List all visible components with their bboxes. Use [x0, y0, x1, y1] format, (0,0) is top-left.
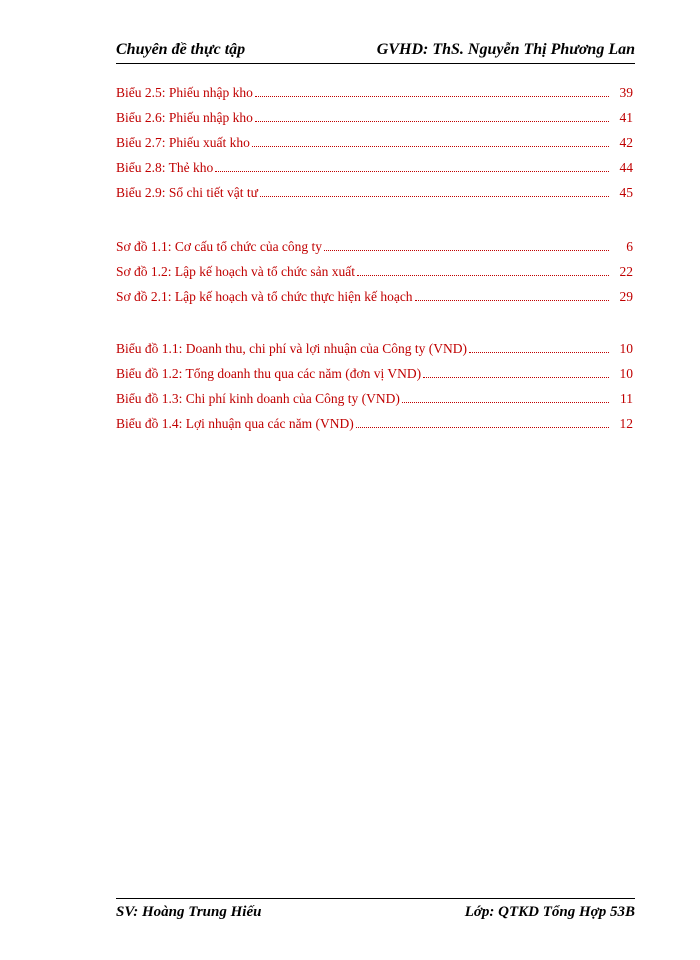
toc-dot-leader: [469, 351, 609, 353]
toc-dot-leader: [255, 95, 609, 97]
toc-entry-title: Biểu đồ 1.3: Chi phí kinh doanh của Công ty (VND): [116, 391, 400, 406]
footer-class-name: Lớp: QTKD Tổng Hợp 53B: [464, 904, 635, 920]
toc-entry[interactable]: [116, 382, 633, 407]
toc-dot-leader: [357, 274, 609, 276]
header-right-advisor: GVHD: ThS. Nguyễn Thị Phương Lan: [376, 41, 635, 58]
toc-entry-page-number: 12: [619, 416, 633, 431]
toc-entry[interactable]: [116, 230, 633, 255]
toc-entry[interactable]: [116, 76, 633, 101]
toc-entry-title: Biểu 2.8: Thẻ kho: [116, 160, 214, 175]
toc-dot-leader: [423, 376, 609, 378]
toc-dot-leader: [215, 170, 609, 172]
toc-dot-leader: [260, 195, 609, 197]
toc-entry-page-number: 42: [619, 135, 633, 150]
toc-entry[interactable]: [116, 280, 633, 305]
toc-entry-title: Biểu 2.9: Sổ chi tiết vật tư: [116, 185, 258, 200]
toc-dot-leader: [324, 249, 609, 251]
toc-entry-title: Biểu đồ 1.2: Tổng doanh thu qua các năm (đơn vị VND): [116, 366, 422, 381]
toc-entry[interactable]: [116, 407, 633, 432]
toc-entry-title: Sơ đồ 2.1: Lập kế hoạch và tổ chức thực hiện kế hoạch: [116, 289, 413, 304]
toc-group-tables: [116, 76, 633, 201]
toc-entry-page-number: 22: [619, 264, 633, 279]
header-left-title: Chuyên đề thực tập: [116, 41, 246, 58]
toc-entry-page-number: 6: [626, 239, 633, 254]
toc-entry-page-number: 41: [619, 110, 633, 125]
toc-entry-title: Biểu 2.6: Phiếu nhập kho: [116, 110, 253, 125]
toc-group-charts: [116, 332, 633, 432]
toc-entry-page-number: 10: [619, 366, 633, 381]
toc-entry-page-number: 45: [619, 185, 633, 200]
toc-entry-page-number: 39: [619, 85, 633, 100]
toc-entry-title: Biểu đồ 1.4: Lợi nhuận qua các năm (VND): [116, 416, 354, 431]
toc-entry[interactable]: [116, 151, 633, 176]
toc-entry-page-number: 44: [619, 160, 633, 175]
toc-entry-page-number: 10: [619, 341, 633, 356]
page-footer: [116, 898, 635, 925]
toc-entry-title: Biểu 2.7: Phiếu xuất kho: [116, 135, 250, 150]
toc-group-diagrams: [116, 230, 633, 305]
page-header: [116, 39, 635, 64]
toc-entry[interactable]: [116, 357, 633, 382]
toc-entry[interactable]: [116, 126, 633, 151]
toc-entry[interactable]: [116, 176, 633, 201]
toc-dot-leader: [415, 299, 609, 301]
toc-entry-page-number: 11: [620, 391, 633, 406]
toc-dot-leader: [252, 145, 609, 147]
footer-student-name: SV: Hoàng Trung Hiếu: [116, 904, 262, 920]
toc-entry-title: Sơ đồ 1.2: Lập kế hoạch và tổ chức sản xuất: [116, 264, 356, 279]
toc-entry-page-number: 29: [619, 289, 633, 304]
toc-entry-title: Biểu 2.5: Phiếu nhập kho: [116, 85, 253, 100]
toc-entry[interactable]: [116, 332, 633, 357]
toc-entry[interactable]: [116, 101, 633, 126]
toc-entry[interactable]: [116, 255, 633, 280]
toc-dot-leader: [255, 120, 609, 122]
toc-entry-title: Sơ đồ 1.1: Cơ cấu tổ chức của công ty: [116, 239, 323, 254]
toc-dot-leader: [356, 426, 609, 428]
toc-dot-leader: [402, 401, 609, 403]
toc-entry-title: Biểu đồ 1.1: Doanh thu, chi phí và lợi nhuận của Công ty (VND): [116, 341, 467, 356]
